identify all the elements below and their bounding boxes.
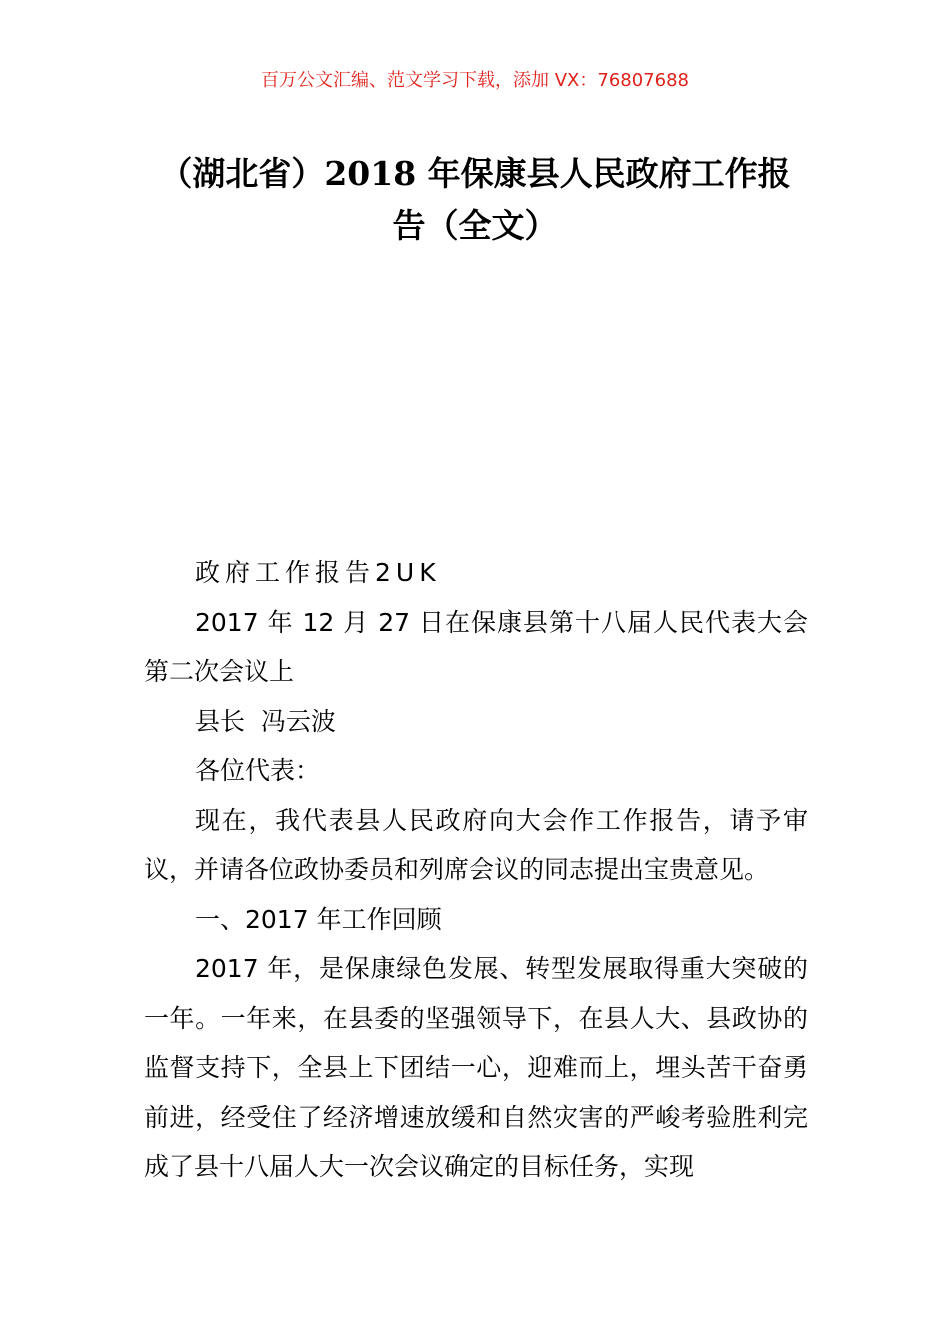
section-heading: 一、2017 年工作回顾 <box>195 904 442 934</box>
salutation: 各位代表： <box>195 756 321 785</box>
body-paragraph: 现在，我代表县人民政府向大会作工作报告，请予审议，并请各位政协委员和列席会议的同志提出宝贵意见。 <box>144 805 808 884</box>
document-title-line-1: （湖北省）2018 年保康县人民政府工作报 <box>159 154 791 193</box>
report-heading: 政府工作报告2UK <box>195 558 441 587</box>
document-title-line-2: 告（全文） <box>392 206 558 245</box>
header-watermark-note: 百万公文汇编、范文学习下载，添加 VX：76807688 <box>261 70 689 91</box>
document-title <box>140 148 810 252</box>
body-paragraph: 2017 年，是保康绿色发展、转型发展取得重大突破的一年。一年来，在县委的坚强领导下，在县人大、县政协的监督支持下，全县上下团结一心，迎难而上，埋头苦干奋勇前进，经受住了经济增速放缓和自然灾害的严峻考验胜利完成了县十八届人大一次会议确定的目标任务，实现 <box>144 954 808 1181</box>
document-body <box>144 548 808 1192</box>
speaker-line: 县长 冯云波 <box>195 706 336 736</box>
meeting-date-line: 2017 年 12 月 27 日在保康县第十八届人民代表大会第二次会议上 <box>144 607 808 686</box>
